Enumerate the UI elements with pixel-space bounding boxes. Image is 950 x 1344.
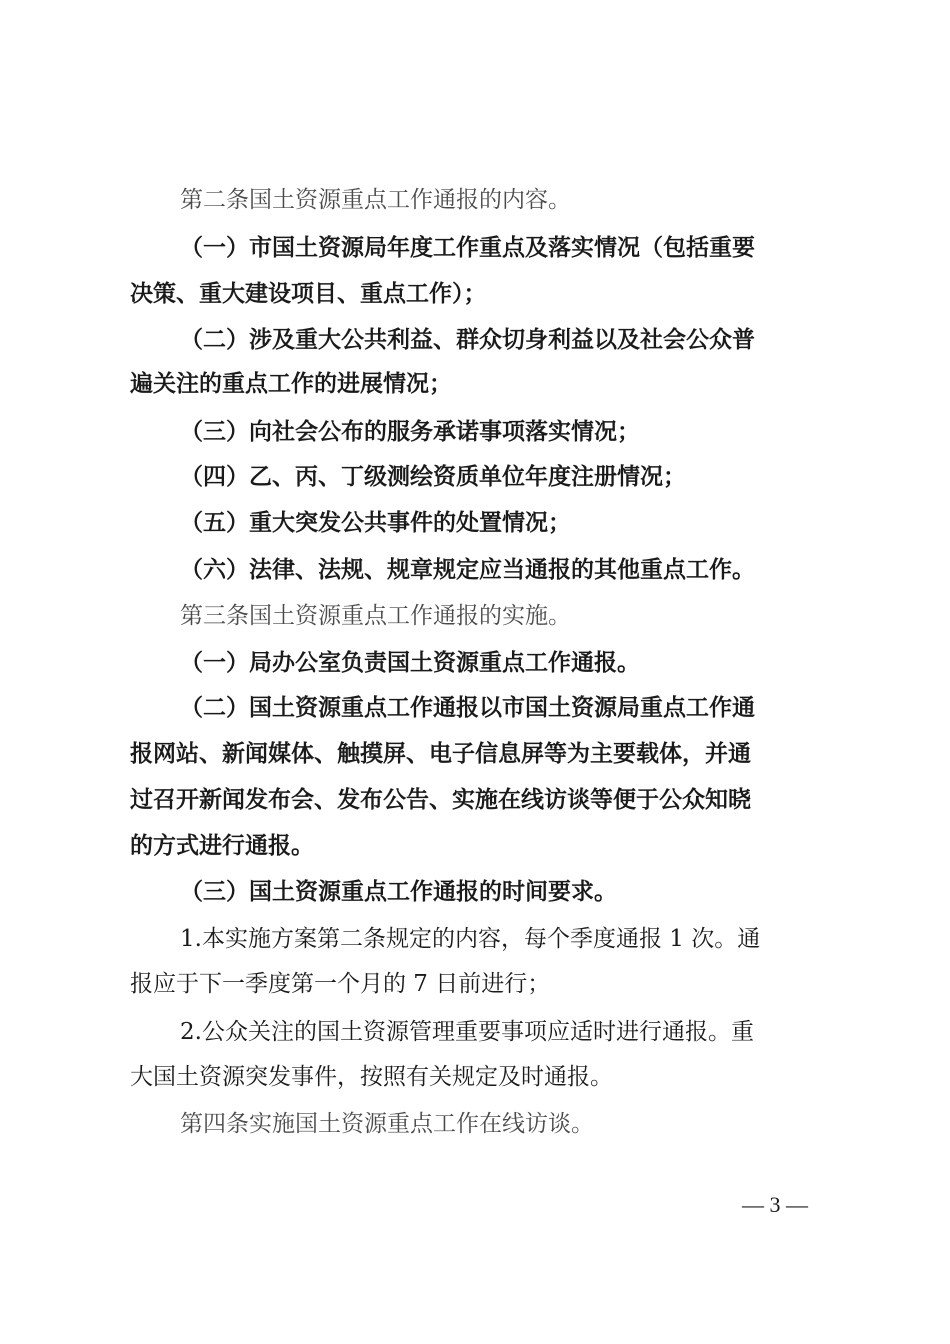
paragraph-line: （三）国土资源重点工作通报的时间要求。 (180, 878, 617, 905)
paragraph-line: （一）市国土资源局年度工作重点及落实情况（包括重要 (180, 234, 755, 261)
paragraph-line: （四）乙、丙、丁级测绘资质单位年度注册情况； (180, 463, 686, 490)
paragraph-line: 1.本实施方案第二条规定的内容，每个季度通报 1 次。通 (180, 926, 761, 952)
paragraph-line: 报网站、新闻媒体、触摸屏、电子信息屏等为主要载体，并通 (130, 740, 751, 767)
paragraph-line: 2.公众关注的国土资源管理重要事项应适时进行通报。重 (180, 1019, 754, 1045)
paragraph-line: （一）局办公室负责国土资源重点工作通报。 (180, 649, 640, 676)
paragraph-line: （二）国土资源重点工作通报以市国土资源局重点工作通 (180, 694, 755, 721)
paragraph-line: 的方式进行通报。 (130, 832, 314, 859)
paragraph-line: 决策、重大建设项目、重点工作）； (130, 280, 487, 307)
page-number: — 3 — (742, 1192, 808, 1217)
article-3-heading: 第三条国土资源重点工作通报的实施。 (180, 603, 571, 629)
paragraph-line: 遍关注的重点工作的进展情况； (130, 370, 452, 397)
paragraph-line: （二）涉及重大公共利益、群众切身利益以及社会公众普 (180, 326, 755, 353)
paragraph-line: 大国土资源突发事件，按照有关规定及时通报。 (130, 1064, 613, 1090)
paragraph-line: （五）重大突发公共事件的处置情况； (180, 509, 571, 536)
article-2-heading: 第二条国土资源重点工作通报的内容。 (180, 187, 571, 213)
paragraph-line: （六）法律、法规、规章规定应当通报的其他重点工作。 (180, 556, 755, 583)
paragraph-line: 过召开新闻发布会、发布公告、实施在线访谈等便于公众知晓 (130, 786, 751, 813)
paragraph-line: （三）向社会公布的服务承诺事项落实情况； (180, 418, 640, 445)
paragraph-line: 报应于下一季度第一个月的 7 日前进行； (130, 971, 551, 997)
article-4-heading: 第四条实施国土资源重点工作在线访谈。 (180, 1111, 594, 1137)
